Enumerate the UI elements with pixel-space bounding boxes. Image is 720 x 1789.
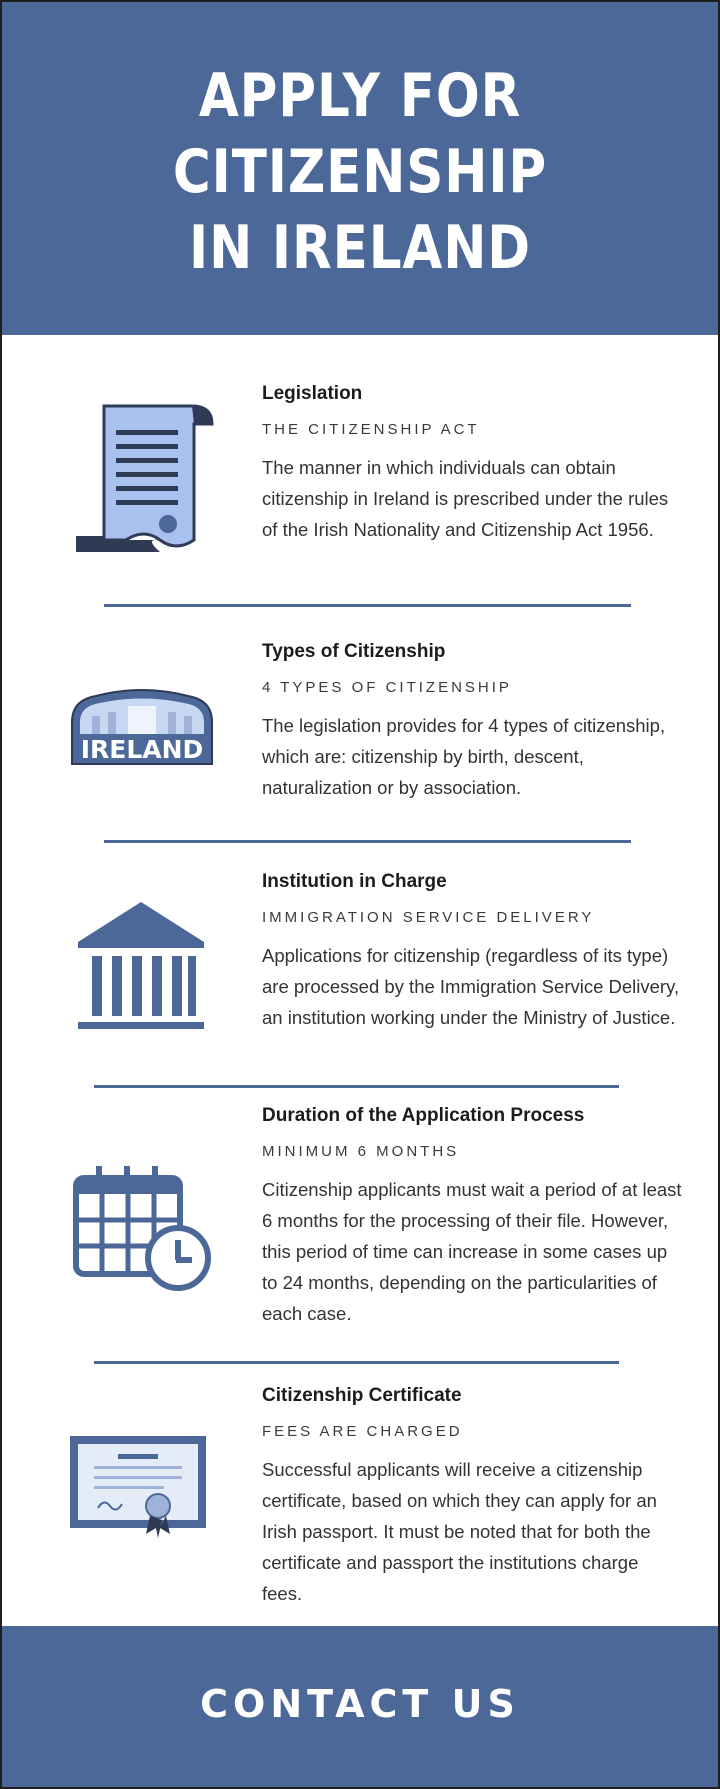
section-legislation — [2, 382, 718, 582]
section-certificate-text — [262, 1384, 682, 1609]
ireland-badge-icon — [68, 688, 216, 773]
section-body: The legislation provides for 4 types of citizenship, which are: citizenship by birth, descent, naturalization or by association. — [262, 715, 666, 798]
section-subtitle: 4 TYPES OF CITIZENSHIP — [262, 679, 512, 696]
contact-footer[interactable] — [2, 1626, 718, 1787]
page-title-line1: APPLY FOR CITIZENSHIP — [172, 60, 548, 207]
section-divider — [94, 1361, 619, 1364]
page-title-line2: IN IRELAND — [189, 212, 531, 283]
institution-building-icon — [76, 900, 206, 1037]
section-body: Applications for citizenship (regardless of its type) are processed by the Immigration Service Delivery, an institution working under the Ministry of Justice. — [262, 945, 680, 1028]
section-subtitle: FEES ARE CHARGED — [262, 1423, 463, 1440]
page-title — [52, 52, 668, 286]
badge-text: IRELAND — [80, 735, 204, 764]
section-types — [2, 640, 718, 820]
section-divider — [104, 840, 631, 843]
section-legislation-text — [262, 382, 682, 545]
section-title: Citizenship Certificate — [262, 1385, 462, 1406]
section-subtitle: MINIMUM 6 MONTHS — [262, 1143, 460, 1160]
header-banner — [2, 2, 718, 335]
section-divider — [104, 604, 631, 607]
section-certificate — [2, 1384, 718, 1624]
section-title: Types of Citizenship — [262, 641, 446, 662]
section-title: Duration of the Application Process — [262, 1105, 585, 1126]
scroll-icon — [74, 402, 214, 562]
section-title: Legislation — [262, 383, 363, 404]
section-divider — [94, 1085, 619, 1088]
section-body: The manner in which individuals can obtain citizenship in Ireland is prescribed under the rules of the Irish Nationality and Citizenship Act 1956. — [262, 457, 669, 540]
section-types-text — [262, 640, 682, 803]
contact-us-button[interactable]: CONTACT US — [200, 1681, 520, 1726]
section-subtitle: THE CITIZENSHIP ACT — [262, 421, 480, 438]
section-institution-text — [262, 870, 682, 1033]
section-duration-text — [262, 1104, 682, 1329]
calendar-clock-icon — [72, 1164, 212, 1297]
certificate-icon — [68, 1434, 208, 1549]
section-title: Institution in Charge — [262, 871, 447, 892]
section-institution — [2, 870, 718, 1070]
section-duration — [2, 1104, 718, 1354]
section-body: Citizenship applicants must wait a period of at least 6 months for the processing of their file. However, this period of time can increase in some cases up to 24 months, depending on the particularities of each case. — [262, 1179, 682, 1324]
section-subtitle: IMMIGRATION SERVICE DELIVERY — [262, 909, 595, 926]
section-body: Successful applicants will receive a citizenship certificate, based on which they can apply for an Irish passport. It must be noted that for both the certificate and passport the institutions charge fees. — [262, 1459, 657, 1604]
